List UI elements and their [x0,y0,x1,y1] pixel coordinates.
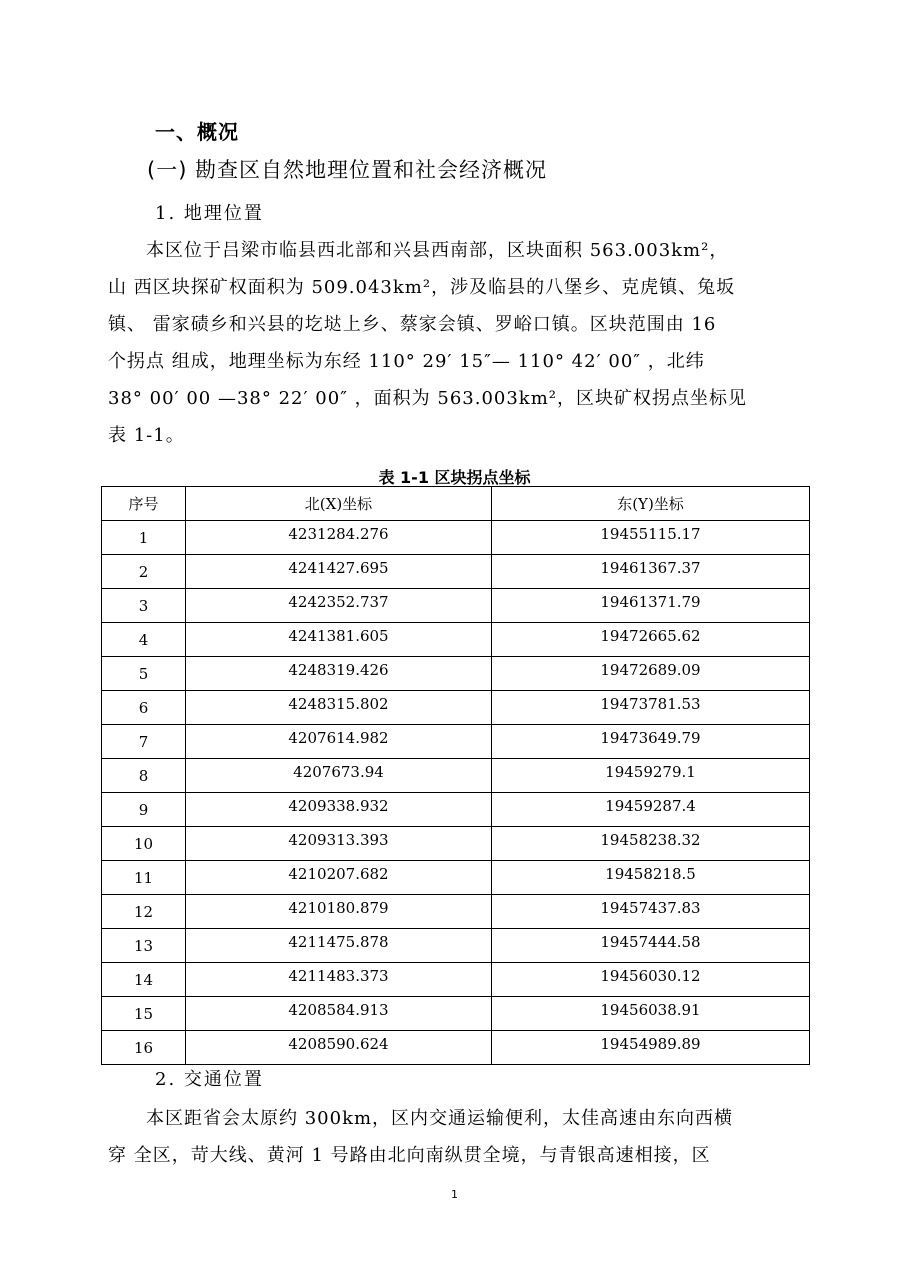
cell-north: 4248315.802 [186,691,492,725]
cell-east: 19457444.58 [492,929,810,963]
cell-north: 4211483.373 [186,963,492,997]
cell-index: 16 [102,1031,186,1065]
cell-north: 4209313.393 [186,827,492,861]
cell-north: 4248319.426 [186,657,492,691]
cell-index: 5 [102,657,186,691]
subheading-location: 1. 地理位置 [155,203,264,224]
cell-index: 4 [102,623,186,657]
paragraph-line: 本区位于吕梁市临县西北部和兴县西南部，区块面积 563.003km²， [108,240,729,261]
cell-north: 4208590.624 [186,1031,492,1065]
cell-north: 4231284.276 [186,521,492,555]
cell-north: 4242352.737 [186,589,492,623]
cell-east: 19473649.79 [492,725,810,759]
cell-index: 7 [102,725,186,759]
paragraph-line: 个拐点 组成，地理坐标为东经 110° 29′ 15″— 110° 42′ 00″ ，北纬 [108,351,705,372]
cell-index: 12 [102,895,186,929]
cell-index: 11 [102,861,186,895]
table-row [102,793,810,827]
table-header-row [102,487,810,521]
cell-index: 1 [102,521,186,555]
table-row [102,623,810,657]
cell-east: 19473781.53 [492,691,810,725]
cell-north: 4208584.913 [186,997,492,1031]
table-row [102,555,810,589]
cell-north: 4211475.878 [186,929,492,963]
table-row [102,759,810,793]
table-row [102,895,810,929]
cell-index: 10 [102,827,186,861]
table-row [102,657,810,691]
cell-north: 4209338.932 [186,793,492,827]
cell-index: 9 [102,793,186,827]
table-body [102,521,810,1065]
cell-north: 4210207.682 [186,861,492,895]
cell-east: 19455115.17 [492,521,810,555]
paragraph-line: 本区距省会太原约 300km，区内交通运输便利，太佳高速由东向西横 [108,1108,734,1129]
cell-index: 6 [102,691,186,725]
table-row [102,1031,810,1065]
cell-east: 19457437.83 [492,895,810,929]
cell-east: 19459287.4 [492,793,810,827]
paragraph-line: 表 1-1。 [108,425,185,446]
cell-index: 13 [102,929,186,963]
paragraph-line: 山 西区块探矿权面积为 509.043km²，涉及临县的八堡乡、克虎镇、兔坂 [108,277,736,298]
cell-north: 4241381.605 [186,623,492,657]
table-row [102,827,810,861]
header-north: 北(X)坐标 [186,487,492,521]
paragraph-line: 镇、 雷家碛乡和兴县的圪垯上乡、蔡家会镇、罗峪口镇。区块范围由 16 [108,314,717,335]
paragraph-location [108,232,798,454]
table-row [102,691,810,725]
paragraph-line: 穿 全区，苛大线、黄河 1 号路由北向南纵贯全境，与青银高速相接，区 [108,1145,711,1166]
cell-north: 4241427.695 [186,555,492,589]
cell-east: 19456030.12 [492,963,810,997]
header-east: 东(Y)坐标 [492,487,810,521]
cell-north: 4207673.94 [186,759,492,793]
table-caption: 表 1-1 区块拐点坐标 [378,468,531,487]
cell-east: 19454989.89 [492,1031,810,1065]
header-index: 序号 [102,487,186,521]
table-row [102,997,810,1031]
page-number: 1 [451,1188,458,1201]
table-row [102,725,810,759]
table-row [102,589,810,623]
subsection-heading: (一) 勘查区自然地理位置和社会经济概况 [147,158,548,182]
cell-index: 2 [102,555,186,589]
coordinates-table [101,486,810,1065]
cell-north: 4210180.879 [186,895,492,929]
cell-east: 19459279.1 [492,759,810,793]
table-row [102,861,810,895]
table-row [102,929,810,963]
table-row [102,521,810,555]
cell-index: 15 [102,997,186,1031]
paragraph-transport [108,1100,798,1174]
cell-index: 8 [102,759,186,793]
cell-north: 4207614.982 [186,725,492,759]
cell-index: 14 [102,963,186,997]
cell-east: 19472689.09 [492,657,810,691]
cell-east: 19461371.79 [492,589,810,623]
cell-east: 19472665.62 [492,623,810,657]
paragraph-line: 38° 00′ 00 —38° 22′ 00″ ，面积为 563.003km²，区块矿权拐点坐标见 [108,388,747,409]
section-heading: 一、概况 [155,120,239,144]
cell-east: 19461367.37 [492,555,810,589]
cell-east: 19458218.5 [492,861,810,895]
cell-east: 19458238.32 [492,827,810,861]
cell-east: 19456038.91 [492,997,810,1031]
cell-index: 3 [102,589,186,623]
table-row [102,963,810,997]
subheading-transport: 2. 交通位置 [155,1069,264,1090]
